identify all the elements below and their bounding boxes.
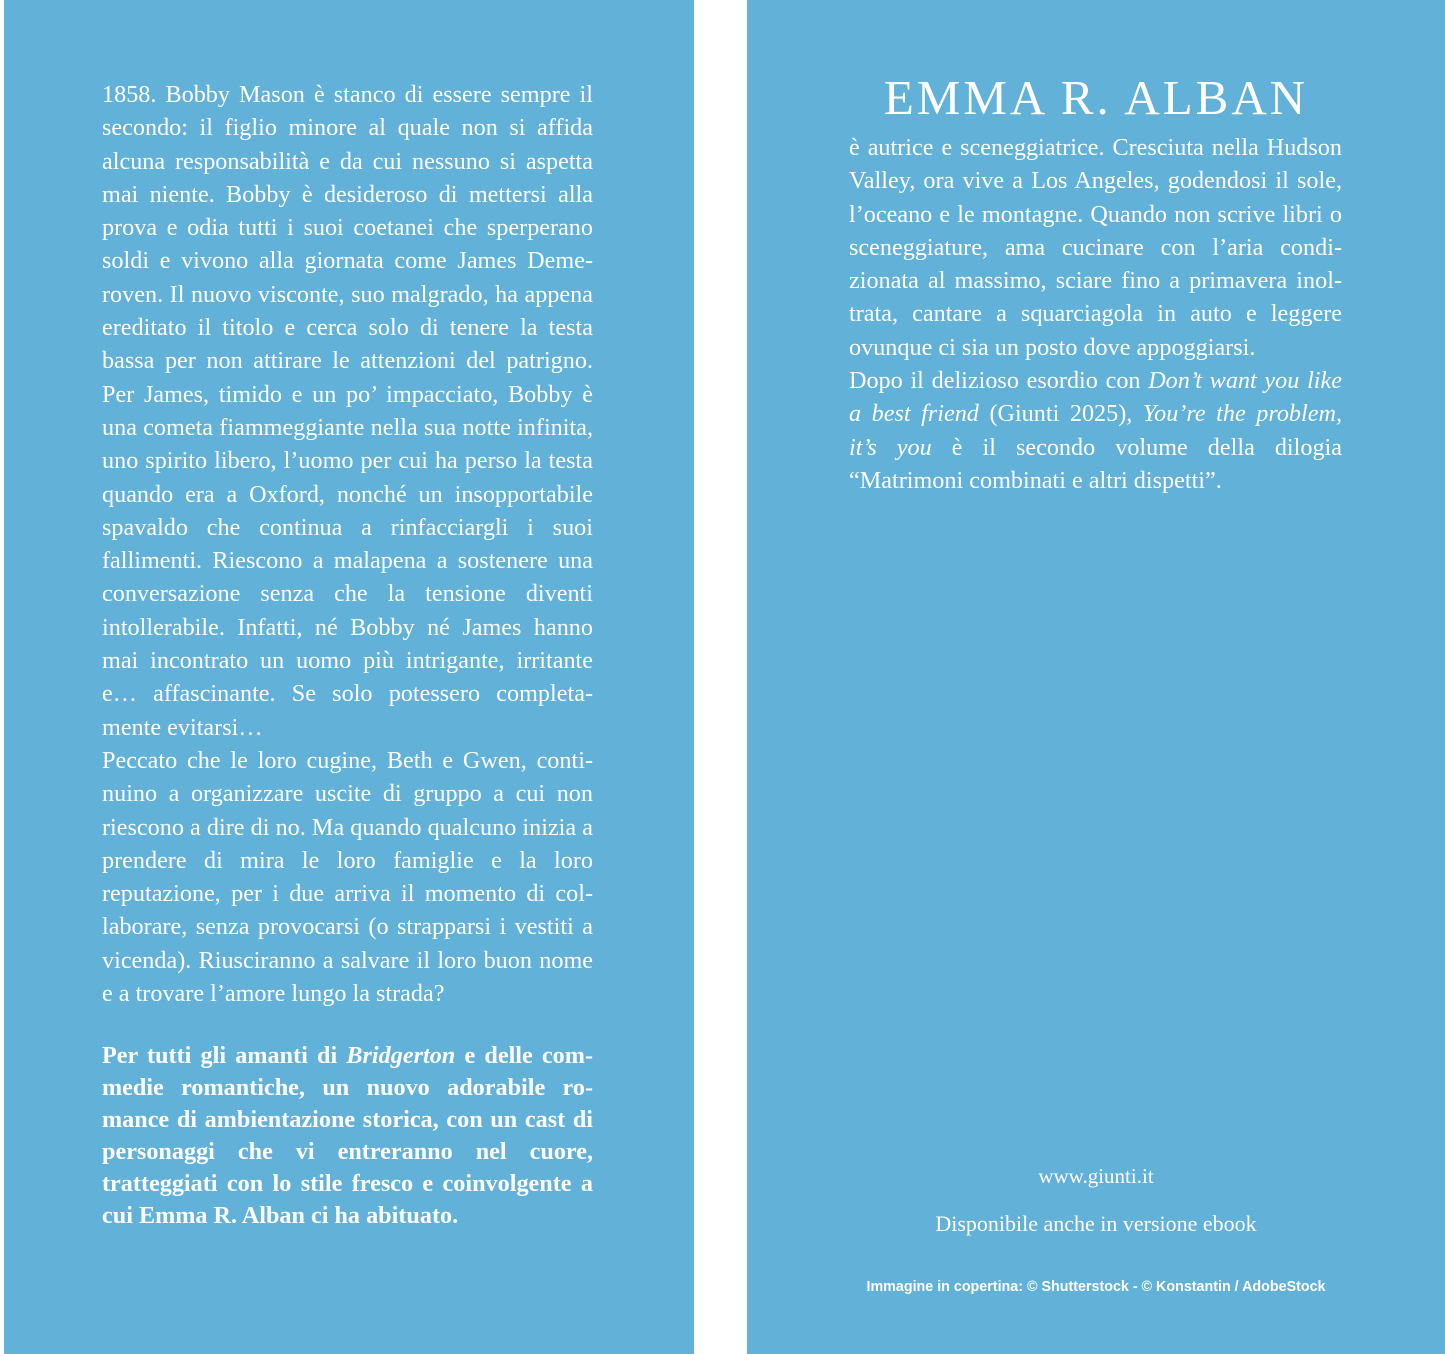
tagline-title-bridgerton: Bridgerton: [346, 1042, 456, 1069]
book-title-second: You’re the problem, it’s you: [849, 400, 1342, 461]
blurb-paragraph-2: Peccato che le loro cugine, Beth e Gwen, continuino a organizzare uscite di gruppo a cui non riescono a dire di no. Ma quando qualcuno inizia a prendere di mira le loro famiglie e la loro reputazione, per i due arriva il momento di collaborare, senza provocarsi (o strapparsi i vestiti a vicenda). Riusciranno a salvare il loro buon nome e a trovare l’amore lungo la strada?: [102, 746, 593, 1008]
bio-paragraph-1: è autrice e sceneggiatrice. Cresciuta nella Hudson Valley, ora vive a Los Angeles, godendosi il sole, l’oceano e le montagne. Quando non scrive libri o sceneggiature, ama cucinare con l’aria condizionata al massimo, sciare fino a primavera inoltrata, cantare a squarciagola in auto e leggere ovunque ci sia un posto dove appoggiarsi.: [849, 134, 1342, 361]
tagline-rest: e delle commedie romantiche, un nuovo adorabile romance di ambientazione storica, con un cast di personaggi che vi entreranno nel cuore, tratteggiati con lo stile fresco e coinvolgente a cui Emma R. Alban ci ha abituato.: [102, 1042, 593, 1229]
front-flap-panel: [747, 0, 1445, 1354]
book-blurb: [102, 78, 593, 1010]
cover-image-credit: Immagine in copertina: © Shutterstock - © Konstantin / AdobeStock: [866, 1279, 1326, 1295]
back-flap-panel: [4, 0, 694, 1354]
author-name: EMMA R. ALBAN: [883, 70, 1309, 125]
author-bio: [849, 131, 1342, 497]
tagline-intro: Per tutti gli amanti di: [102, 1042, 347, 1069]
bio-p2-intro: Dopo il delizioso esordio con: [849, 367, 1149, 395]
ebook-availability-note: Disponibile anche in versione ebook: [935, 1211, 1257, 1236]
bio-paragraph-2: [849, 364, 1342, 497]
publisher-website: www.giunti.it: [1038, 1164, 1154, 1188]
blurb-paragraph-1: 1858. Bobby Mason è stanco di essere sempre il secondo: il figlio minore al quale non si affida alcuna responsabilità e da cui nessuno si aspetta mai niente. Bobby è desideroso di mettersi alla prova e odia tutti i suoi coetanei che sperperano soldi e vivono alla giornata come James Demeroven. Il nuovo visconte, suo malgrado, ha appena ereditato il titolo e cerca solo di tenere la testa bassa per non attirare le attenzioni del patrigno. Per James, timido e un po’ impacciato, Bobby è una cometa fiammeggiante nella sua notte infinita, uno spirito libero, l’uomo per cui ha perso la testa quando era a Oxford, nonché un insopportabile spavaldo che continua a rinfacciargli i suoi fallimenti. Riescono a malapena a sostenere una conversazione senza che la tensione diventi intollerabile. Infatti, né Bobby né James hanno mai incontrato un uomo più intrigante, irritante e… affascinante. Se solo potessero completamente evitarsi…: [102, 81, 593, 741]
bio-p2-end: è il secondo volume della dilogia “Matrimoni combinati e altri dispetti”.: [849, 433, 1342, 494]
book-title-first: Don’t want you like a best friend: [849, 367, 1342, 428]
book-tagline: [102, 1040, 593, 1232]
bio-p2-middle: (Giunti 2025),: [978, 400, 1143, 428]
